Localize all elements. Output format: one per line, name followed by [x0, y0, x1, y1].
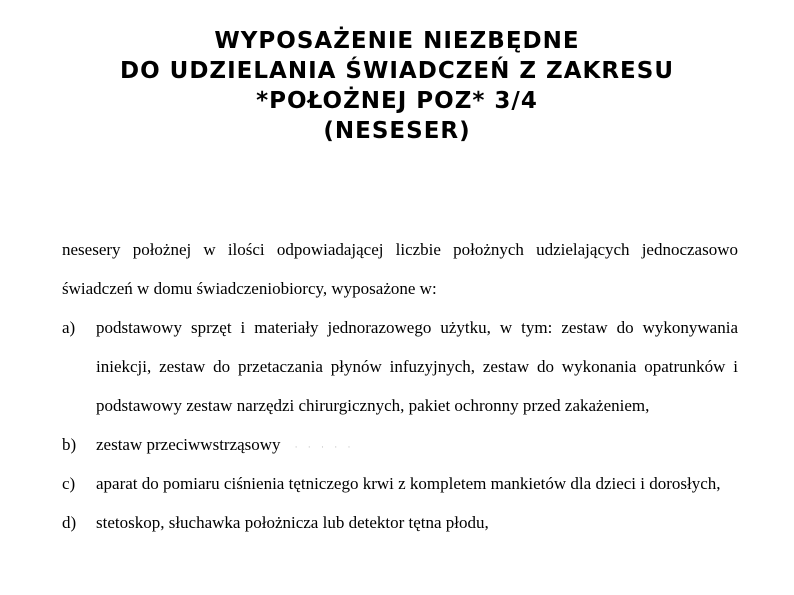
list-item-d — [62, 503, 738, 542]
list-item-text — [96, 464, 738, 503]
list-item-text — [96, 308, 738, 425]
title-line-1: WYPOSAŻENIE NIEZBĘDNE — [214, 28, 580, 54]
list-item-c — [62, 464, 738, 503]
list-item-line-text: zestaw przeciwwstrząsowy — [96, 435, 281, 454]
intro-paragraph — [62, 230, 738, 308]
list-item-a — [62, 308, 738, 425]
list-item-marker: b) — [62, 435, 77, 454]
list-item-line: podstawowy sprzęt i materiały jednorazowego użytku, w tym: zestaw do wykonywania — [96, 318, 738, 337]
list-item-b — [62, 425, 738, 464]
list-item-marker: a) — [62, 318, 76, 337]
title-line-3: *POŁOŻNEJ POZ* 3/4 — [256, 88, 538, 114]
list-item-marker: d) — [62, 513, 77, 532]
intro-line-1: nesesery położnej w ilości odpowiadającej liczbie położnych udzielających jednoczasowo — [62, 240, 738, 259]
list-item-marker: c) — [62, 474, 76, 493]
list-item-line — [96, 425, 738, 464]
page-title — [40, 26, 754, 146]
list-item-line: stetoskop, słuchawka położnicza lub detektor tętna płodu, — [96, 513, 489, 532]
title-line-4: (NESESER) — [323, 118, 471, 144]
list-item-text — [96, 425, 738, 464]
intro-line-2: świadczeń w domu świadczeniobiorcy, wyposażone w: — [62, 279, 437, 298]
faint-scan-artifact: · · · · · — [294, 442, 355, 452]
list-item-text — [96, 503, 738, 542]
document-body — [62, 230, 738, 542]
title-line-2: DO UDZIELANIA ŚWIADCZEŃ Z ZAKRESU — [120, 58, 674, 84]
list-item-line: podstawowy zestaw narzędzi chirurgicznych, pakiet ochronny przed zakażeniem, — [96, 396, 650, 415]
list-item-line: aparat do pomiaru ciśnienia tętniczego krwi z kompletem mankietów dla dzieci i dorosłych, — [96, 474, 721, 493]
list-item-line: iniekcji, zestaw do przetaczania płynów infuzyjnych, zestaw do wykonania opatrunków i — [96, 357, 738, 376]
